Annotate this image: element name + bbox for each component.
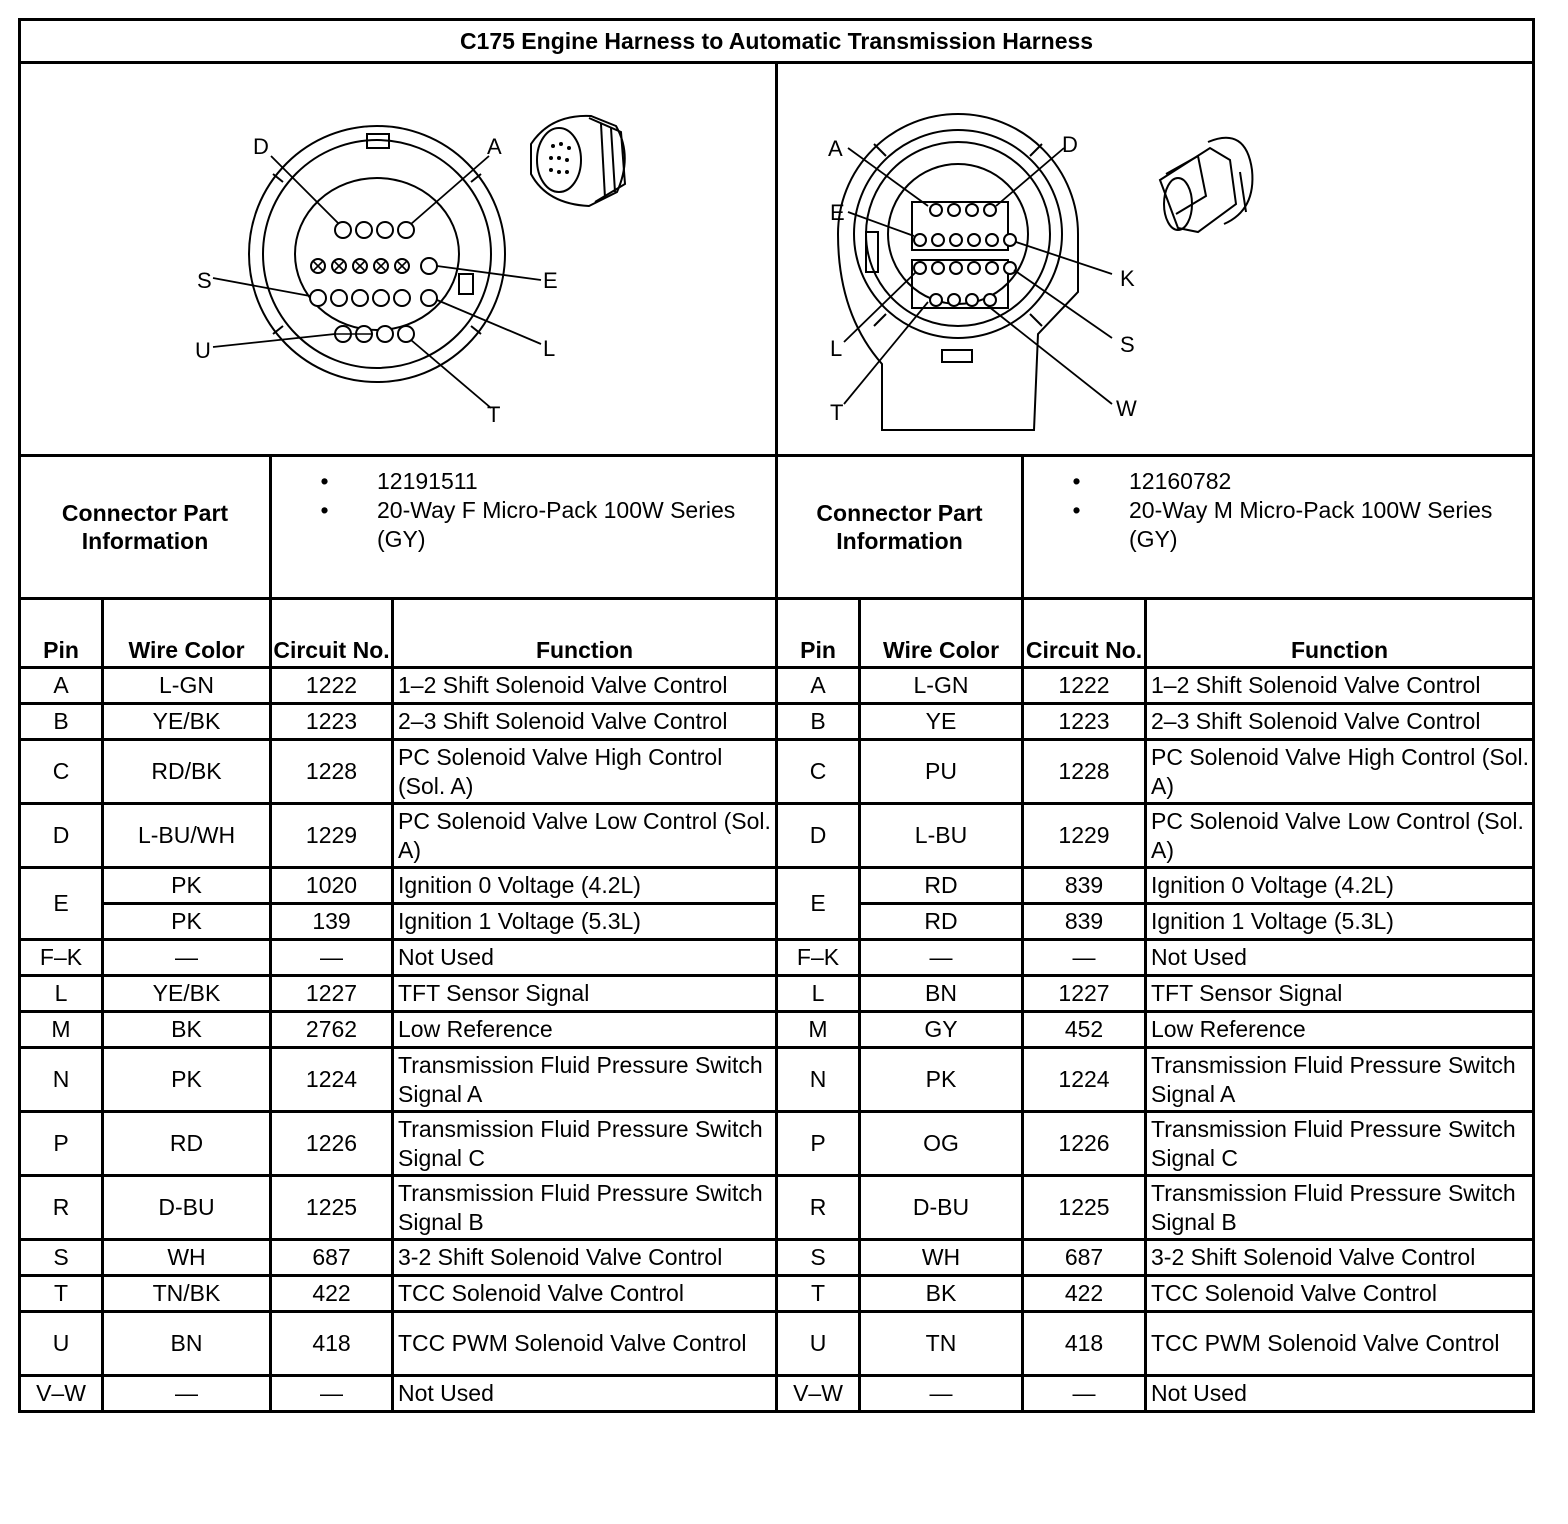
left-wire-color-cell: D-BU [103, 1176, 271, 1240]
left-pin-cell: N [20, 1048, 103, 1112]
left-label-u: U [195, 338, 211, 363]
table-row [20, 668, 1534, 704]
right-label-t: T [830, 400, 844, 425]
female-connector-3d-icon [531, 116, 625, 206]
right-function-cell: Not Used [1146, 1376, 1534, 1412]
left-header-pin: Pin [20, 599, 103, 668]
right-wire-color-cell: PK [860, 1048, 1023, 1112]
right-label-s: S [1120, 332, 1135, 357]
right-pin-cell: A [777, 668, 860, 704]
pinout-table [18, 18, 1535, 1413]
left-part-info: • 12191511 • 20-Way F Micro-Pack 100W Series (GY) [271, 456, 777, 599]
table-row [20, 740, 1534, 804]
left-circuit-cell: 1229 [271, 804, 393, 868]
table-row [20, 1112, 1534, 1176]
table-row [20, 1176, 1534, 1240]
right-function-cell: Not Used [1146, 940, 1534, 976]
left-header-function: Function [393, 599, 777, 668]
right-header-pin: Pin [777, 599, 860, 668]
right-header-wire-color: Wire Color [860, 599, 1023, 668]
left-header-wire-color: Wire Color [103, 599, 271, 668]
sheet-title: C175 Engine Harness to Automatic Transmission Harness [20, 20, 1534, 63]
right-wire-color-cell: OG [860, 1112, 1023, 1176]
female-connector-face-drawing [21, 64, 773, 454]
right-circuit-cell: — [1023, 1376, 1146, 1412]
right-pin-cell: U [777, 1312, 860, 1376]
right-circuit-cell: 422 [1023, 1276, 1146, 1312]
pin-rows [20, 668, 1534, 1412]
left-pin-cell: E [20, 868, 103, 940]
left-pin-cell: A [20, 668, 103, 704]
right-wire-color-cell: RD [860, 904, 1023, 940]
right-label-w: W [1116, 396, 1137, 421]
right-pin-cell: S [777, 1240, 860, 1276]
right-wire-color-cell: — [860, 1376, 1023, 1412]
left-label-t: T [487, 402, 501, 427]
right-circuit-cell: 839 [1023, 904, 1146, 940]
left-circuit-cell: 1020 [271, 868, 393, 904]
right-pin-cell: E [777, 868, 860, 940]
left-label-a: A [487, 134, 502, 159]
right-function-cell: Transmission Fluid Pressure Switch Signal C [1146, 1112, 1534, 1176]
right-wire-color-cell: BK [860, 1276, 1023, 1312]
right-wire-color-cell: RD [860, 868, 1023, 904]
right-connector-info-label: Connector Part Information [777, 456, 1023, 599]
left-pin-cell: D [20, 804, 103, 868]
right-part-description: 20-Way M Micro-Pack 100W Series (GY) [1129, 497, 1493, 552]
table-row [20, 868, 1534, 904]
left-connector-diagram [20, 63, 777, 456]
table-row [20, 704, 1534, 740]
right-label-k: K [1120, 266, 1135, 291]
left-pin-cell: V–W [20, 1376, 103, 1412]
right-header-circuit: Circuit No. [1023, 599, 1146, 668]
left-function-cell: 3-2 Shift Solenoid Valve Control [393, 1240, 777, 1276]
left-wire-color-cell: PK [103, 868, 271, 904]
left-circuit-cell: 139 [271, 904, 393, 940]
left-wire-color-cell: L-BU/WH [103, 804, 271, 868]
left-function-cell: PC Solenoid Valve Low Control (Sol. A) [393, 804, 777, 868]
left-wire-color-cell: RD/BK [103, 740, 271, 804]
left-circuit-cell: 1227 [271, 976, 393, 1012]
left-pin-cell: S [20, 1240, 103, 1276]
right-circuit-cell: 1227 [1023, 976, 1146, 1012]
left-part-number: 12191511 [377, 468, 478, 494]
left-pin-cell: B [20, 704, 103, 740]
left-label-e: E [543, 268, 558, 293]
left-circuit-cell: 1222 [271, 668, 393, 704]
right-wire-color-cell: WH [860, 1240, 1023, 1276]
left-pin-cell: C [20, 740, 103, 804]
table-row [20, 1276, 1534, 1312]
right-pin-cell: R [777, 1176, 860, 1240]
right-circuit-cell: 418 [1023, 1312, 1146, 1376]
left-function-cell: Not Used [393, 1376, 777, 1412]
male-connector-face-drawing [778, 64, 1534, 454]
right-function-cell: TCC Solenoid Valve Control [1146, 1276, 1534, 1312]
right-wire-color-cell: L-GN [860, 668, 1023, 704]
right-function-cell: Transmission Fluid Pressure Switch Signal A [1146, 1048, 1534, 1112]
right-function-cell: 1–2 Shift Solenoid Valve Control [1146, 668, 1534, 704]
right-wire-color-cell: YE [860, 704, 1023, 740]
left-label-d: D [253, 134, 269, 159]
right-function-cell: TCC PWM Solenoid Valve Control [1146, 1312, 1534, 1376]
left-pin-cell: T [20, 1276, 103, 1312]
pinout-sheet [18, 18, 1532, 1508]
right-pin-cell: P [777, 1112, 860, 1176]
right-circuit-cell: 1229 [1023, 804, 1146, 868]
right-function-cell: Ignition 0 Voltage (4.2L) [1146, 868, 1534, 904]
right-part-info: • 12160782 • 20-Way M Micro-Pack 100W Series (GY) [1023, 456, 1534, 599]
right-wire-color-cell: BN [860, 976, 1023, 1012]
right-header-function: Function [1146, 599, 1534, 668]
left-function-cell: Not Used [393, 940, 777, 976]
left-function-cell: Transmission Fluid Pressure Switch Signal A [393, 1048, 777, 1112]
left-circuit-cell: 1223 [271, 704, 393, 740]
right-circuit-cell: 1222 [1023, 668, 1146, 704]
right-wire-color-cell: D-BU [860, 1176, 1023, 1240]
right-label-l: L [830, 336, 843, 361]
right-pin-cell: C [777, 740, 860, 804]
left-pin-cell: M [20, 1012, 103, 1048]
left-function-cell: Transmission Fluid Pressure Switch Signal C [393, 1112, 777, 1176]
left-circuit-cell: — [271, 1376, 393, 1412]
left-circuit-cell: 422 [271, 1276, 393, 1312]
right-circuit-cell: 1226 [1023, 1112, 1146, 1176]
right-pin-cell: M [777, 1012, 860, 1048]
left-circuit-cell: 2762 [271, 1012, 393, 1048]
left-function-cell: Ignition 0 Voltage (4.2L) [393, 868, 777, 904]
left-circuit-cell: 1226 [271, 1112, 393, 1176]
right-label-d: D [1062, 132, 1078, 157]
left-wire-color-cell: RD [103, 1112, 271, 1176]
right-function-cell: Transmission Fluid Pressure Switch Signal B [1146, 1176, 1534, 1240]
right-circuit-cell: — [1023, 940, 1146, 976]
left-connector-info-label: Connector Part Information [20, 456, 271, 599]
right-circuit-cell: 839 [1023, 868, 1146, 904]
table-row [20, 976, 1534, 1012]
left-label-s: S [197, 268, 212, 293]
left-circuit-cell: 1225 [271, 1176, 393, 1240]
right-circuit-cell: 1223 [1023, 704, 1146, 740]
right-circuit-cell: 1224 [1023, 1048, 1146, 1112]
right-wire-color-cell: GY [860, 1012, 1023, 1048]
left-circuit-cell: 687 [271, 1240, 393, 1276]
left-wire-color-cell: PK [103, 904, 271, 940]
left-function-cell: PC Solenoid Valve High Control (Sol. A) [393, 740, 777, 804]
right-pin-cell: T [777, 1276, 860, 1312]
left-function-cell: Ignition 1 Voltage (5.3L) [393, 904, 777, 940]
left-function-cell: TCC PWM Solenoid Valve Control [393, 1312, 777, 1376]
right-pin-cell: F–K [777, 940, 860, 976]
right-pin-cell: D [777, 804, 860, 868]
left-pin-cell: R [20, 1176, 103, 1240]
right-wire-color-cell: TN [860, 1312, 1023, 1376]
right-function-cell: PC Solenoid Valve Low Control (Sol. A) [1146, 804, 1534, 868]
right-function-cell: Ignition 1 Voltage (5.3L) [1146, 904, 1534, 940]
left-function-cell: Low Reference [393, 1012, 777, 1048]
right-circuit-cell: 1225 [1023, 1176, 1146, 1240]
right-function-cell: Low Reference [1146, 1012, 1534, 1048]
right-pin-cell: N [777, 1048, 860, 1112]
right-function-cell: 3-2 Shift Solenoid Valve Control [1146, 1240, 1534, 1276]
left-function-cell: 2–3 Shift Solenoid Valve Control [393, 704, 777, 740]
left-wire-color-cell: YE/BK [103, 976, 271, 1012]
male-connector-3d-icon [1160, 138, 1252, 232]
table-row [20, 1312, 1534, 1376]
left-wire-color-cell: BN [103, 1312, 271, 1376]
left-header-circuit: Circuit No. [271, 599, 393, 668]
left-pin-cell: F–K [20, 940, 103, 976]
right-connector-diagram [777, 63, 1534, 456]
table-row [20, 1240, 1534, 1276]
left-wire-color-cell: — [103, 940, 271, 976]
left-label-l: L [543, 336, 556, 361]
left-function-cell: 1–2 Shift Solenoid Valve Control [393, 668, 777, 704]
left-wire-color-cell: L-GN [103, 668, 271, 704]
right-function-cell: TFT Sensor Signal [1146, 976, 1534, 1012]
right-wire-color-cell: PU [860, 740, 1023, 804]
left-wire-color-cell: PK [103, 1048, 271, 1112]
right-wire-color-cell: — [860, 940, 1023, 976]
right-part-number: 12160782 [1129, 468, 1232, 494]
left-circuit-cell: — [271, 940, 393, 976]
left-wire-color-cell: — [103, 1376, 271, 1412]
right-pin-cell: V–W [777, 1376, 860, 1412]
left-wire-color-cell: TN/BK [103, 1276, 271, 1312]
table-row [20, 1012, 1534, 1048]
left-pin-cell: L [20, 976, 103, 1012]
left-wire-color-cell: WH [103, 1240, 271, 1276]
right-circuit-cell: 452 [1023, 1012, 1146, 1048]
table-row [20, 1376, 1534, 1412]
right-function-cell: PC Solenoid Valve High Control (Sol. A) [1146, 740, 1534, 804]
table-row [20, 1048, 1534, 1112]
left-pin-cell: U [20, 1312, 103, 1376]
right-label-a: A [828, 136, 843, 161]
right-circuit-cell: 1228 [1023, 740, 1146, 804]
left-function-cell: TFT Sensor Signal [393, 976, 777, 1012]
left-part-description: 20-Way F Micro-Pack 100W Series (GY) [377, 497, 736, 552]
table-row [20, 804, 1534, 868]
left-function-cell: Transmission Fluid Pressure Switch Signal B [393, 1176, 777, 1240]
left-circuit-cell: 1224 [271, 1048, 393, 1112]
left-circuit-cell: 1228 [271, 740, 393, 804]
right-label-e: E [830, 200, 845, 225]
right-pin-cell: L [777, 976, 860, 1012]
left-wire-color-cell: BK [103, 1012, 271, 1048]
right-circuit-cell: 687 [1023, 1240, 1146, 1276]
left-pin-cell: P [20, 1112, 103, 1176]
left-function-cell: TCC Solenoid Valve Control [393, 1276, 777, 1312]
right-pin-cell: B [777, 704, 860, 740]
right-function-cell: 2–3 Shift Solenoid Valve Control [1146, 704, 1534, 740]
table-row [20, 940, 1534, 976]
left-wire-color-cell: YE/BK [103, 704, 271, 740]
right-wire-color-cell: L-BU [860, 804, 1023, 868]
left-circuit-cell: 418 [271, 1312, 393, 1376]
